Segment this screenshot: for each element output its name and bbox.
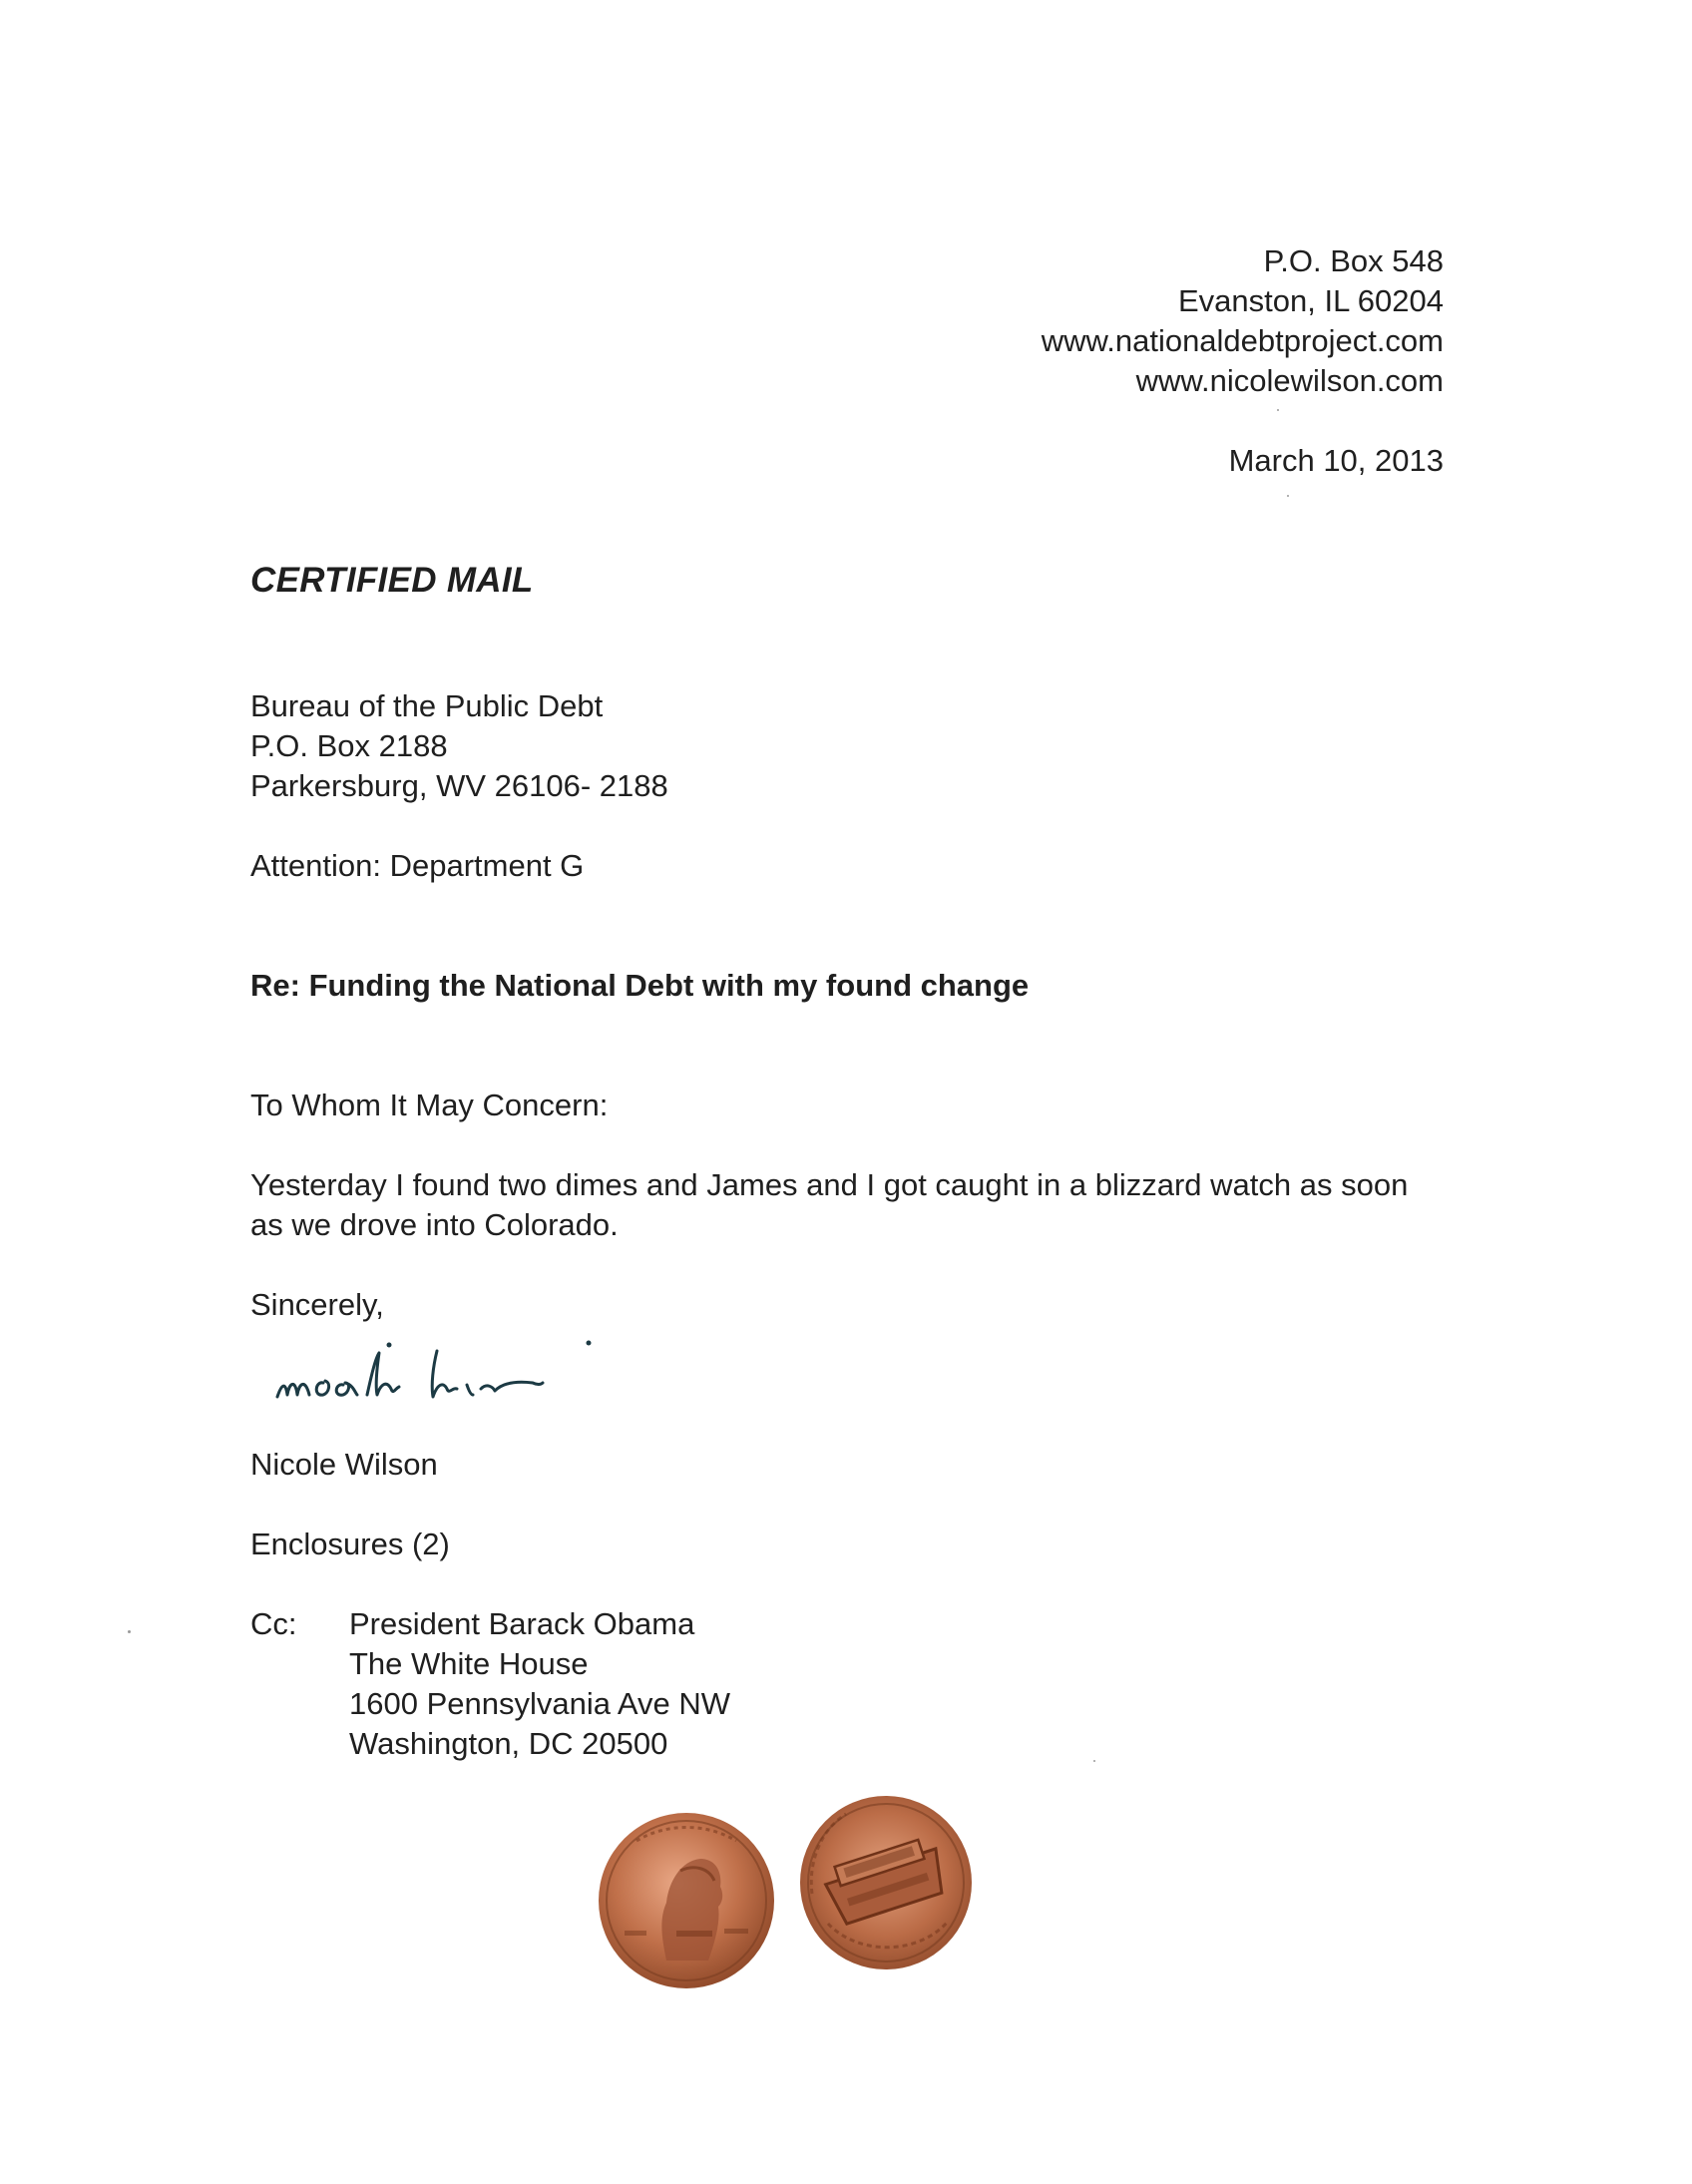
return-address-line-2: Evanston, IL 60204 [1178,283,1444,318]
certified-mail-heading: CERTIFIED MAIL [250,561,534,600]
closing: Sincerely, [250,1287,384,1322]
cc-line-2: The White House [349,1646,589,1681]
penny-reverse-image [798,1794,974,1971]
signer-name: Nicole Wilson [250,1447,438,1482]
scan-speck [128,1630,131,1633]
cc-line-4: Washington, DC 20500 [349,1726,668,1761]
recipient-address [250,686,668,806]
handwritten-signature [271,1337,650,1415]
salutation: To Whom It May Concern: [250,1088,609,1122]
return-address-website-2: www.nicolewilson.com [1135,363,1444,398]
scan-speck [1093,1760,1095,1762]
recipient-box: P.O. Box 2188 [250,728,448,763]
cc-line-3: 1600 Pennsylvania Ave NW [349,1686,730,1721]
letter-body: Yesterday I found two dimes and James and I got caught in a blizzard watch as soon as we drove into Colorado. [250,1167,1409,1242]
enclosures-line: Enclosures (2) [250,1527,450,1561]
penny-obverse-image [597,1811,776,1990]
return-address-line-1: P.O. Box 548 [1263,243,1444,278]
subject-line: Re: Funding the National Debt with my found change [250,968,1030,1003]
recipient-city: Parkersburg, WV 26106- 2188 [250,768,668,803]
cc-line-1: President Barack Obama [349,1606,695,1641]
return-address-website-1: www.nationaldebtproject.com [1041,323,1444,358]
letter-date: March 10, 2013 [1228,443,1444,478]
cc-label: Cc: [250,1606,297,1641]
scan-speck [1287,495,1289,497]
return-address [1042,241,1444,401]
cc-address [349,1604,730,1764]
recipient-name: Bureau of the Public Debt [250,688,604,723]
attention-line: Attention: Department G [250,848,585,883]
scan-speck [1277,409,1279,411]
